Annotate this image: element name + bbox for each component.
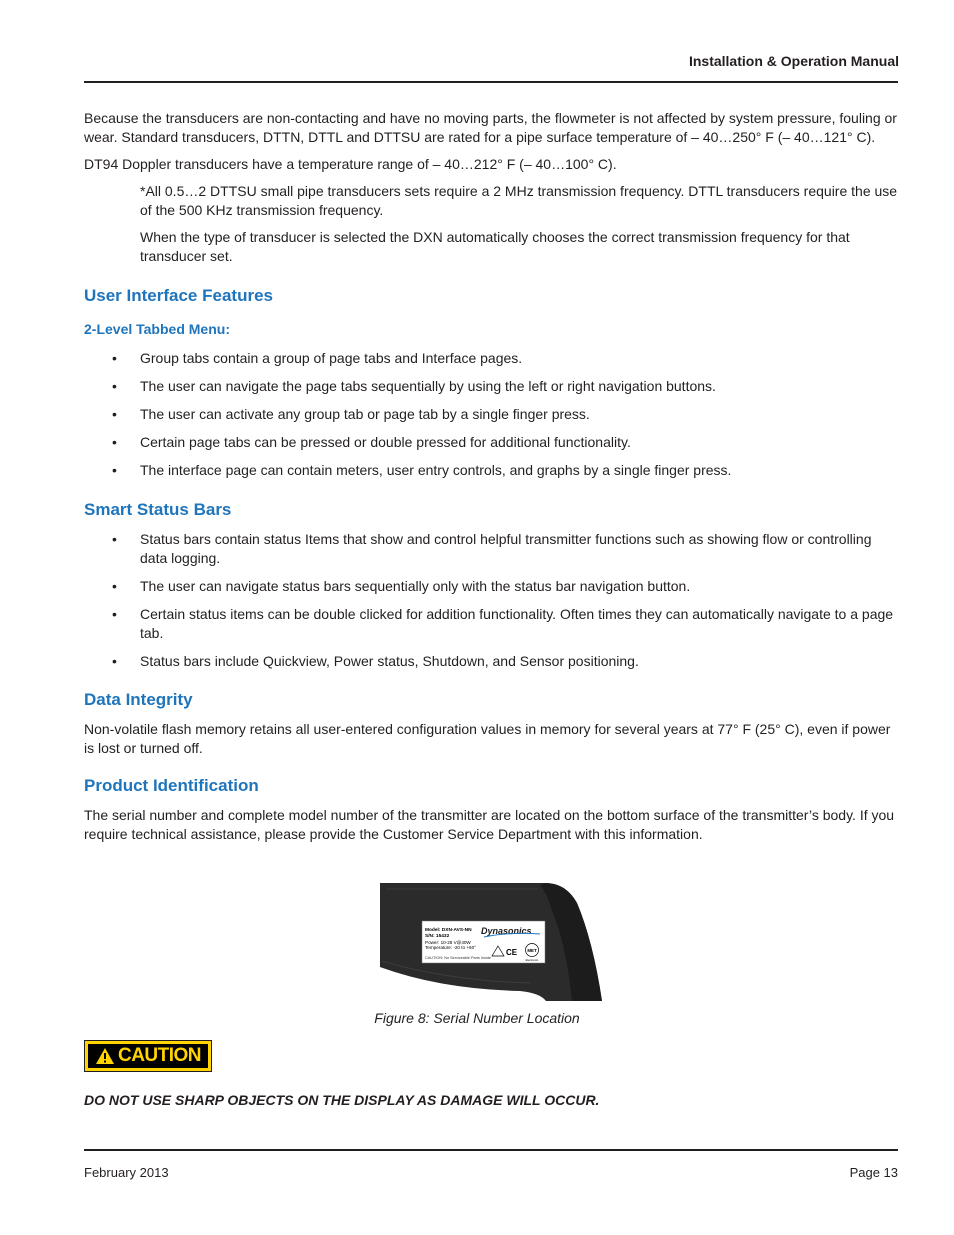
label-model: Model: DXN-AVS-NN xyxy=(425,928,472,933)
transmitter-illustration xyxy=(380,881,604,1002)
label-temperature: Temperature: -20 to +60° xyxy=(425,945,476,950)
status-bars-list xyxy=(84,530,900,671)
footer-page-number: Page 13 xyxy=(849,1165,898,1180)
caution-badge-label: CAUTION xyxy=(117,1045,202,1066)
caution-badge xyxy=(84,1040,212,1072)
doppler-paragraph: DT94 Doppler transducers have a temperature range of – 40…212° F (– 40…100° C). xyxy=(84,156,617,172)
data-integrity-heading: Data Integrity xyxy=(84,690,193,709)
list-item: • Status bars include Quickview, Power status, Shutdown, and Sensor positioning. xyxy=(112,653,639,669)
page-content xyxy=(84,109,900,844)
warning-icon xyxy=(95,1047,115,1065)
serial-number-figure xyxy=(380,881,604,1002)
tabbed-menu-subheading: 2-Level Tabbed Menu: xyxy=(84,321,230,337)
intro-paragraph: Because the transducers are non-contacting and have no moving parts, the flowmeter is not affected by system pressure, fouling or wear. Standard transducers, DTTN, DTTL and DTTSU are rated for a pipe surface temperature of – 40…250° F (– 40…121° C). xyxy=(84,110,897,145)
ce-mark: CE xyxy=(506,948,518,957)
ui-features-heading: User Interface Features xyxy=(84,286,273,305)
footer-date: February 2013 xyxy=(84,1165,169,1180)
footer-rule xyxy=(84,1149,898,1151)
dttsu-note: *All 0.5…2 DTTSU small pipe transducers sets require a 2 MHz transmission frequency. DTTL transducers require the use of the 500 KHz transmission frequency. xyxy=(140,183,898,218)
header-title: Installation & Operation Manual xyxy=(688,53,899,69)
data-integrity-text: Non-volatile flash memory retains all user-entered configuration values in memory for several years at 77° F (25° C), even if power is lost or turned off. xyxy=(84,721,891,756)
list-item: • The user can navigate status bars sequentially only with the status bar navigation button. xyxy=(112,578,691,594)
dynasonics-logo: Dynasonics xyxy=(481,926,532,936)
list-item: • The user can navigate the page tabs sequentially by using the left or right navigation buttons. xyxy=(112,378,716,394)
list-item: • Group tabs contain a group of page tabs and Interface pages. xyxy=(112,350,523,366)
frequency-note: When the type of transducer is selected the DXN automatically chooses the correct transmission frequency for that transducer set. xyxy=(140,229,850,264)
figure-caption: Figure 8: Serial Number Location xyxy=(374,1010,580,1026)
header-rule xyxy=(84,81,898,83)
list-item: • Certain page tabs can be pressed or double pressed for additional functionality. xyxy=(112,434,631,450)
list-item: • Status bars contain status Items that show and control helpful transmitter functions such as showing flow or controlling data logging. xyxy=(112,531,872,566)
list-item: • The interface page can contain meters, user entry controls, and graphs by a single finger press. xyxy=(112,462,732,478)
met-seal-subtext: Electronics xyxy=(525,959,539,962)
product-id-heading: Product Identification xyxy=(84,776,259,795)
list-item: • Certain status items can be double clicked for addition functionality. Often times they can automatically navigate to a page tab. xyxy=(112,606,894,641)
label-serial: S/N: 15432 xyxy=(425,934,450,939)
label-caution: CAUTION: No Serviceable Parts Inside xyxy=(425,956,492,960)
label-power: Power: 10-28 V@40W xyxy=(425,940,471,945)
product-id-text: The serial number and complete model number of the transmitter are located on the bottom surface of the transmitter’s body. If you require technical assistance, please provide the Customer Service Department with this information. xyxy=(84,807,895,842)
met-seal-text: MET xyxy=(527,948,537,953)
ui-features-list xyxy=(84,349,900,480)
caution-warning-text: DO NOT USE SHARP OBJECTS ON THE DISPLAY AS DAMAGE WILL OCCUR. xyxy=(84,1092,600,1108)
status-bars-heading: Smart Status Bars xyxy=(84,500,232,519)
list-item: • The user can activate any group tab or page tab by a single finger press. xyxy=(112,406,590,422)
